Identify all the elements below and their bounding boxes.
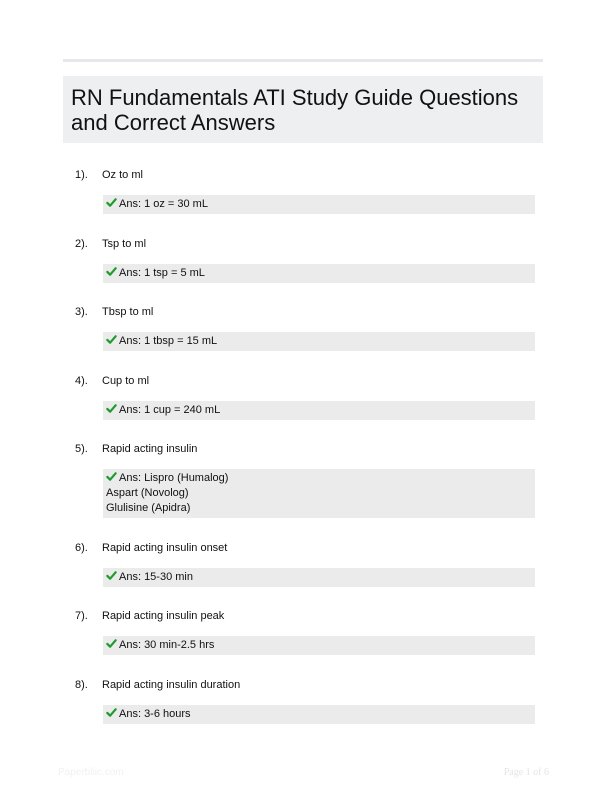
question-text: Tbsp to ml [102,306,154,318]
question-text: Rapid acting insulin [102,443,198,455]
qa-item-7 [75,608,535,655]
answer-text: Ans: 1 tsp = 5 mL [119,267,205,279]
answer-text: Ans: Lispro (Humalog) [119,472,229,484]
page-title: RN Fundamentals ATI Study Guide Questions and Correct Answers [71,85,519,135]
question-row [75,608,535,626]
check-icon [106,638,117,649]
question-row [75,540,535,558]
question-text: Rapid acting insulin peak [102,610,225,622]
answer-text: Ans: 1 oz = 30 mL [119,198,208,210]
question-number: 6). [75,542,88,554]
qa-item-4 [75,373,535,420]
title-banner [63,76,543,143]
answer-box [103,332,535,351]
qa-item-8 [75,677,535,724]
question-row [75,441,535,459]
answer-box [103,636,535,655]
qa-item-5 [75,441,535,518]
answer-text: Ans: 30 min-2.5 hrs [119,639,215,651]
question-number: 1). [75,169,88,181]
question-text: Oz to ml [102,169,143,181]
check-icon [106,471,117,482]
answer-box [103,469,535,518]
question-row [75,304,535,322]
answer-box [103,568,535,587]
check-icon [106,197,117,208]
answer-text: Ans: 1 cup = 240 mL [119,404,221,416]
check-icon [106,266,117,277]
qa-item-3 [75,304,535,351]
answer-box [103,195,535,214]
answer-text: Ans: 1 tbsp = 15 mL [119,335,218,347]
header-rule [63,59,543,62]
question-number: 8). [75,679,88,691]
qa-item-1 [75,167,535,214]
question-number: 4). [75,375,88,387]
answer-box [103,401,535,420]
question-text: Tsp to ml [102,238,147,250]
question-row [75,167,535,185]
page-number: Page 1 of 6 [503,767,549,778]
answer-text: Aspart (Novolog) [106,487,189,499]
question-number: 3). [75,306,88,318]
check-icon [106,570,117,581]
question-number: 2). [75,238,88,250]
answer-text: Glulisine (Apidra) [106,502,191,514]
question-text: Rapid acting insulin onset [102,542,228,554]
question-text: Cup to ml [102,375,150,387]
question-row [75,373,535,391]
question-row [75,677,535,695]
footer-watermark: Paperbliic.com [58,767,124,778]
answer-box [103,705,535,724]
qa-item-6 [75,540,535,587]
answer-text: Ans: 15-30 min [119,571,193,583]
check-icon [106,334,117,345]
answer-box [103,264,535,283]
qa-item-2 [75,236,535,283]
answer-text: Ans: 3-6 hours [119,708,191,720]
question-number: 7). [75,610,88,622]
question-text: Rapid acting insulin duration [102,679,241,691]
check-icon [106,707,117,718]
check-icon [106,403,117,414]
question-row [75,236,535,254]
question-number: 5). [75,443,88,455]
